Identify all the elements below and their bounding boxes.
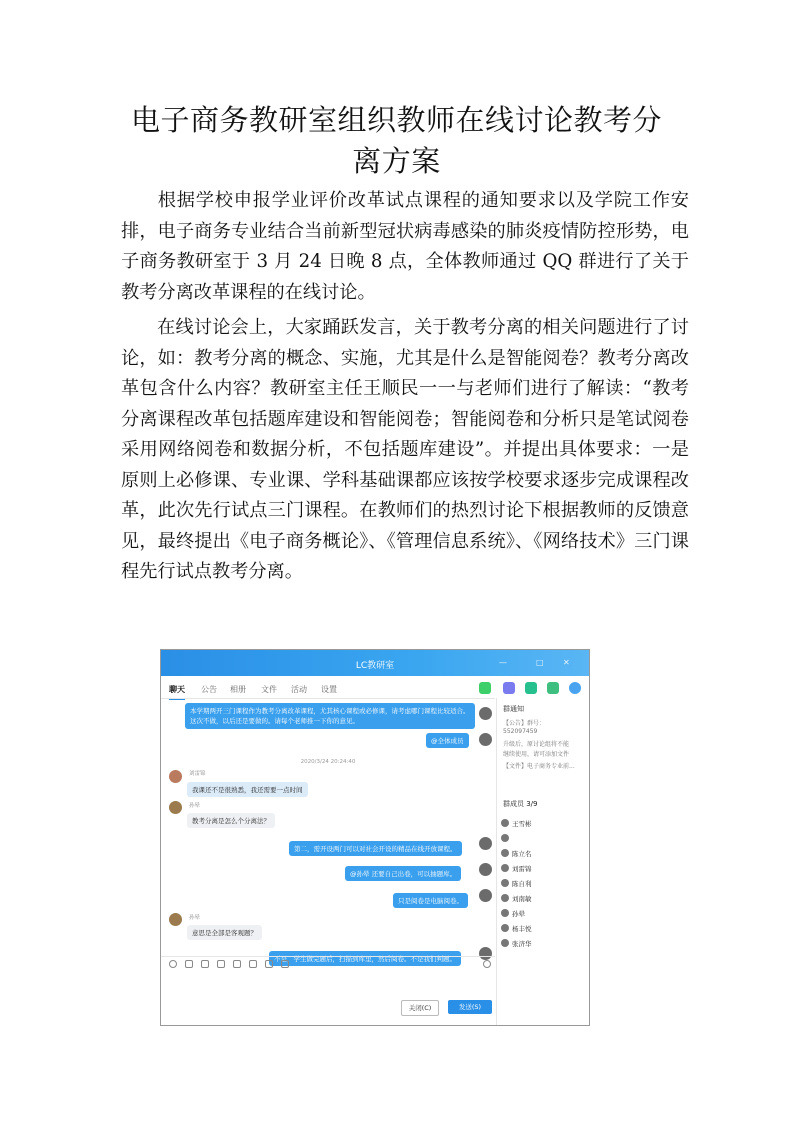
- timestamp: 2020/3/24 20:24:40: [300, 759, 356, 765]
- member-name[interactable]: 王雪彬: [512, 820, 532, 828]
- member-avatar[interactable]: [501, 864, 509, 872]
- mic-icon[interactable]: [249, 960, 257, 968]
- member-name[interactable]: 陈自利: [512, 880, 532, 888]
- avatar[interactable]: [169, 913, 182, 926]
- screen-icon[interactable]: [265, 960, 273, 968]
- message-text: 本学期两开三门课程作为教考分离改革课程，尤其核心课程或必修课，请考虑哪门课程比较适合。: [190, 707, 470, 715]
- app-icon[interactable]: [525, 682, 537, 694]
- avatar[interactable]: [479, 889, 492, 902]
- paragraph-2: [121, 313, 689, 588]
- phone-icon[interactable]: [479, 682, 491, 694]
- notice-line: 继续使用，请可添加文件: [503, 751, 570, 758]
- image-icon[interactable]: [233, 960, 241, 968]
- notice-line: 升级后，原讨论组将不能: [503, 741, 570, 748]
- qq-window-screenshot: [160, 649, 590, 1026]
- video-icon[interactable]: [503, 682, 515, 694]
- member-name[interactable]: 刘南敏: [512, 895, 532, 903]
- message-bubble: 第二，需开设两门可以对社会开设的精品在线开放课程。: [289, 841, 462, 856]
- member-avatar[interactable]: [501, 894, 509, 902]
- notice-header: 群通知: [503, 705, 524, 713]
- member-avatar[interactable]: [501, 819, 509, 827]
- paragraph-2-text: 在线讨论会上，大家踊跃发言，关于教考分离的相关问题进行了讨论，如：教考分离的概念、实施，尤其是什么是智能阅卷？教考分离改革包含什么内容？教研室主任王顺民一一与老师们进行了解读：“教考分离课程改革包括题库建设和智能阅卷；智能阅卷和分析只是笔试阅卷采用网络阅卷和数据分析，不包括题库建设”。并提出具体要求：一是原则上必修课、专业课、学科基础课都应该按学校要求逐步完成课程改革，此次先行试点三门课程。在教师们的热烈讨论下根据教师的反馈意见，最终提出《电子商务概论》、《管理信息系统》、《网络技术》三门课程先行试点教考分离。: [121, 317, 689, 582]
- folder-icon[interactable]: [217, 960, 225, 968]
- window-title: LC教研室: [355, 661, 395, 671]
- member-avatar[interactable]: [501, 849, 509, 857]
- doc-title: [100, 100, 693, 182]
- more-icon[interactable]: [281, 960, 289, 968]
- input-toolbar: [161, 956, 495, 971]
- message-bubble: @全体成员: [426, 733, 469, 748]
- maximize-icon[interactable]: □: [536, 658, 544, 667]
- avatar[interactable]: [169, 801, 182, 814]
- scissors-icon[interactable]: [201, 960, 209, 968]
- more-icon[interactable]: [569, 682, 581, 694]
- member-avatar[interactable]: [501, 834, 509, 842]
- chat-tabs: [161, 676, 491, 698]
- history-icon[interactable]: [483, 960, 491, 968]
- member-avatar[interactable]: [501, 924, 509, 932]
- avatar[interactable]: [169, 770, 182, 783]
- sender-name: 孙晕: [189, 803, 201, 809]
- message-bubble: 我课还不是很熟悉，我还需要一点时间: [187, 782, 308, 797]
- minimize-icon[interactable]: —: [499, 658, 507, 667]
- tab-chat[interactable]: 聊天: [169, 685, 185, 694]
- message-bubble: [185, 703, 475, 729]
- gif-icon[interactable]: [185, 960, 193, 968]
- close-icon[interactable]: ✕: [563, 658, 570, 667]
- tab-activity[interactable]: 活动: [291, 685, 307, 694]
- member-name[interactable]: 孙晕: [512, 910, 525, 918]
- emoji-icon[interactable]: [169, 960, 177, 968]
- share-icon[interactable]: [547, 682, 559, 694]
- member-name[interactable]: 杨丰悦: [512, 925, 532, 933]
- paragraph-1-text: 根据学校申报学业评价改革试点课程的通知要求以及学院工作安排，电子商务专业结合当前新型冠状病毒感染的肺炎疫情防控形势，电子商务教研室于 3 月 24 日晚 8 点，全体教师通过 QQ 群进行了关于教考分离改革课程的在线讨论。: [121, 190, 689, 303]
- members-header: 群成员 3/9: [503, 800, 538, 808]
- doc-title-line2: 离方案: [352, 144, 441, 178]
- message-bubble: 意思是全部是客观题？: [187, 925, 262, 940]
- tab-settings[interactable]: 设置: [321, 685, 337, 694]
- member-name[interactable]: 刘雷锦: [512, 865, 532, 873]
- close-button[interactable]: 关闭(C): [401, 1000, 439, 1016]
- member-avatar[interactable]: [501, 909, 509, 917]
- paragraph-1: [121, 186, 689, 308]
- avatar[interactable]: [479, 733, 492, 746]
- member-avatar[interactable]: [501, 879, 509, 887]
- message-bubble: 不是，学生做完题后，扫描到库里，然后阅卷。不是我们判题。: [269, 951, 461, 966]
- avatar[interactable]: [479, 863, 492, 876]
- sender-name: 孙晕: [189, 915, 201, 921]
- chat-area: [161, 698, 495, 963]
- avatar[interactable]: [479, 707, 492, 720]
- notice-line: 552097459: [503, 728, 538, 735]
- tab-files[interactable]: 文件: [261, 685, 277, 694]
- tab-notice[interactable]: 公告: [201, 685, 217, 694]
- member-name[interactable]: 张济华: [512, 940, 532, 948]
- sender-name: 刘雷锦: [189, 771, 206, 777]
- member-avatar[interactable]: [501, 939, 509, 947]
- send-button[interactable]: 发送(S): [448, 1000, 492, 1014]
- message-bubble: 教考分离是怎么个分离法？: [187, 813, 275, 828]
- message-text: 这次不做，以后还是要做的。请每个老师推一下你的意见。: [190, 717, 359, 725]
- message-bubble: @孙晕 还要自己出卷，可以抽题库。: [345, 866, 461, 881]
- message-bubble: 只是阅卷是电脑阅卷。: [393, 893, 468, 908]
- group-sidebar: [496, 698, 590, 1025]
- notice-line: 【公告】群号：: [503, 720, 546, 727]
- window-titlebar: [161, 650, 589, 676]
- avatar[interactable]: [479, 837, 492, 850]
- tab-album[interactable]: 相册: [230, 685, 246, 694]
- notice-line: 【文件】电子商务专业前...: [503, 763, 575, 770]
- doc-title-line1: 电子商务教研室组织教师在线讨论教考分: [130, 103, 662, 137]
- member-name[interactable]: 陈立名: [512, 850, 532, 858]
